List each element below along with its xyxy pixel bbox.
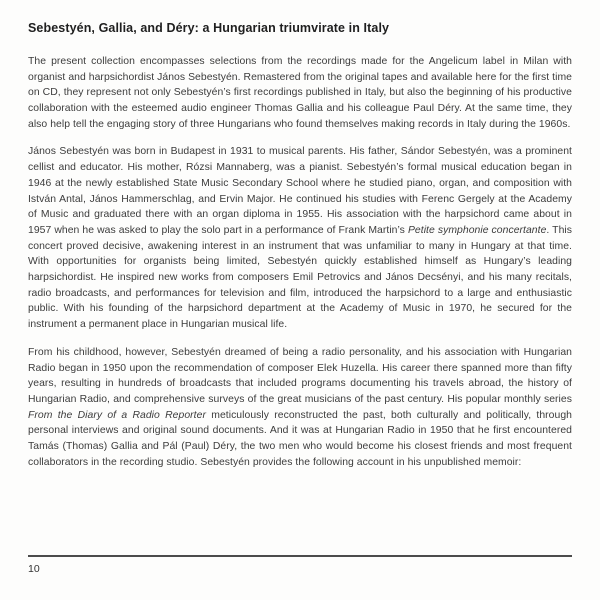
text-run: From the Diary of a Radio Reporter — [28, 409, 206, 421]
page-footer — [28, 555, 572, 575]
paragraph-biography — [28, 144, 572, 332]
text-run: The present collection encompasses selections from the recordings made for the Angelicum label in Milan with organist and harpsichordist János Sebestyén. Remastered from the original tapes and available here for the first time on CD, they represent not only Sebestyén’s first recordings published in Italy, but also the beginning of his productive collaboration with the esteemed audio engineer Thomas Gallia and his colleague Paul Déry. At the same time, they also help tell the engaging story of three Hungarians who found themselves making records in Italy during the 1960s. — [28, 55, 572, 130]
text-run: Petite symphonie concertante — [407, 224, 547, 236]
footer-rule — [28, 555, 572, 557]
paragraph-radio-career — [28, 345, 572, 471]
text-run: János Sebestyén was born in Budapest in 1931 to musical parents. His father, Sándor Sebestyén, was a prominent cellist and educator. His mother, Rózsi Mannaberg, was a pianist. Sebestyén’s formal musical education began in 1946 at the newly established State Music Secondary School where he studied piano, organ, and composition with István Antal, János Hammerschlag, and Ervin Major. He continued his studies with Ferenc Gergely at the Academy of Music and graduated there with an organ diploma in 1955. His association with the harpsichord came about in 1957 when he was asked to play the solo part in a performance of Frank Martin’s — [28, 146, 572, 236]
paragraph-intro — [28, 54, 572, 133]
text-run: From his childhood, however, Sebestyén dreamed of being a radio personality, and his association with Hungarian Radio began in 1950 upon the recommendation of composer Elek Huzella. His career there spanned more than fifty years, resulting in hundreds of broadcasts that included programs documenting his travels abroad, the history of Hungarian Radio, and comprehensive surveys of the great musicians of the past century. His popular monthly series — [28, 346, 572, 405]
text-run: . This concert proved decisive, awakening interest in an instrument that was unfamiliar to many in Hungary at that time. With opportunities for organists being limited, Sebestyén quickly established himself as Hungary’s leading harpsichordist. He inspired new works from composers Emil Petrovics and János Decsényi, and his many recitals, radio broadcasts, and performances for television and film, introduced the harpsichord to a large and enthusiastic public. With his founding of the harpsichord department at the Academy of Music in 1970, he secured for the instrument a permanent place in Hungarian musical life. — [28, 224, 573, 331]
page-number: 10 — [28, 563, 40, 575]
text-run: meticulously reconstructed the past, both culturally and politically, through personal interviews and original sound documents. And it was at Hungarian Radio in 1950 that he first encountered Tamás (Thomas) Gallia and Pál (Paul) Déry, the two men who would become his closest friends and most frequent collaborators in the recording studio. Sebestyén provides the following account in his unpublished memoir: — [28, 409, 572, 468]
page-title: Sebestyén, Gallia, and Déry: a Hungarian triumvirate in Italy — [28, 21, 390, 35]
